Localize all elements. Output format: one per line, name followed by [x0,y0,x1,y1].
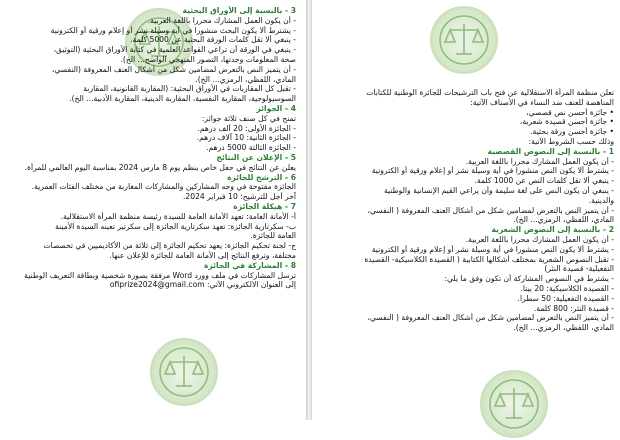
text-line: - يشترط في النصوص المشاركة أن تكون وفق ما يلي: [444,274,614,284]
text-line: الجائزة مفتوحة في وجه المشاركين والمشاركات المغاربة من مختلف الفئات العمرية. [31,182,296,192]
text-line: - تقبل كل المقاربات في الأوراق البحثية: (المقاربة القانونية، المقاربة [83,84,296,94]
text-line: يعلن عن النتائج في حفل خاص ينظم يوم 8 مارس 2024 بمناسبة اليوم العالمي للمرأة. [24,162,296,172]
text-line: - يشترط ألا يكون البحث منشورا في أية وسيلة نشر أو إعلام ورقية أو الكترونية [50,25,296,35]
section-heading: 8 - المشاركة في الجائزة [203,260,296,270]
text-line: ترسل المشاركات في ملف وورد Word مرفقة بصورة شخصية وبطاقة التعريف الوطنية [24,270,296,280]
section-heading: 7 - هيكلة الجائزة [233,201,296,211]
section-heading: 1 - بالنسبة إلى النصوص القصصية [487,146,614,156]
text-line: - أن يتميز النص بالتعرض لمضامين شكل من أشكال العنف المعروفة ( النفسي، [367,205,614,215]
text-line: المادي، اللفظي، الرمزي... الخ). [513,215,614,225]
text-line: - ينبغي أن يكون النص على لغة سليمة وأن يراعي القيم الإنسانية والوطنية [383,185,614,195]
text-line: التفعيلية- قصيدة النثر) [544,264,614,274]
text-line: - قصيدة النثر: 800 كلمة. [533,303,614,313]
text-line: تمنح في كل صنف ثلاثة جوائز: [201,113,296,123]
text-line: تعلن منظمة المرأة الاستقلالية عن فتح باب الترشيحات للجائزة الوطنية للكتابات [366,88,614,97]
text-line: - الجائزة الثانية: 10 آلاف درهم. [196,133,296,143]
text-line: - الجائزة الثالثة 5000 درهم. [206,143,296,153]
text-line: - أن يكون العمل المشارك محررا باللغة العربية. [465,234,614,244]
organization-logo-watermark [480,370,548,438]
section-heading: 4 - الجوائز [256,103,296,113]
text-line: - أن يتميز النص بالتعرض لمضامين شكل من أشكال العنف المعروفة ( النفسي، [367,313,614,323]
text-line: • جائزة أحسن نص قصصي، [526,107,614,117]
text-line: العامة للجائزة. [250,231,296,241]
section-heading: 3 - بالنسبة إلى الأوراق البحثية [182,6,296,15]
text-line: وذلك حسب الشروط الآتية: [528,136,614,146]
text-line: - القصيدة الكلاسيكية: 20 بيتا. [520,283,614,293]
text-line: مختلفة، وترفع النتائج إلى الأمانة العامة للجائزة للإعلان عنها. [109,250,296,260]
text-line: - أن يتميز النص بالتعرض لمضامين شكل من أشكال العنف المعروفة (النفسي، [51,64,296,74]
text-line: والدينية. [588,195,614,205]
section-heading: 6 - الترشح للجائزة [227,172,296,182]
text-line: أ- الأمانة العامة: تعهد الأمانة العامة للسيدة رئيسة منظمة المرأة الاستقلالية. [60,211,296,221]
section-heading: 5 - الإعلان عن النتائج [216,152,296,162]
left-page-text [6,6,296,290]
text-line: - ينبغي ألا تقل كلمات النص عن 1000 كلمة. [474,176,614,186]
text-line: • جائزة أحسن ورقة بحثية. [530,127,614,137]
text-line: - أن يكون العمل المشارك محررا باللغة العربية. [147,15,296,25]
text-line: - الجائزة الأولى: 20 ألف درهم. [197,123,296,133]
text-line: المادي، اللفظي، الرمزي... الخ). [195,74,296,84]
text-line: ب- سكرتارية الجائزة: تعهد سكرتارية الجائزة إلى سكرتير تعينه السيدة الأمينة [55,221,296,231]
text-line: - أن يكون العمل المشارك محررا باللغة العربية. [465,156,614,166]
text-line: السوسيولوجية، المقاربة النفسية، المقاربة الدينية، المقاربة الأدبية... الخ). [69,94,296,104]
organization-logo-watermark [430,6,498,74]
text-line: • جائزة أحسن قصيدة شعرية، [519,117,614,127]
right-page [312,0,620,420]
text-line: - يشترط ألا يكون النص منشورا في أية وسيلة نشر أو إعلام ورقية أو الكترونية [371,244,614,254]
text-line: ج- لجنة تحكيم الجائزة: يعهد تحكيم الجائزة إلى ثلاثة من الأكاديميين في تخصصات [43,241,296,251]
text-line: آخر أجل للترشيح: 10 فبراير 2024. [183,192,296,202]
text-line: - يشترط ألا يكون النص منشورا في أية وسيلة نشر أو إعلام ورقية أو الكترونية [371,166,614,176]
text-line: المناهضة للعنف ضد النساء في الأصناف الآتية: [470,97,614,107]
left-page [0,0,306,420]
text-line: المادي، اللفظي، الرمزي... الخ). [513,323,614,333]
right-page-text [316,88,614,333]
text-line: إلى العنوان الالكتروني الآتي: ofiprize2024@gmail.com [109,280,296,290]
section-heading: 2 - بالنسبة إلى النصوص الشعرية [491,225,614,235]
text-line: - تقبل النصوص الشعرية بمختلف أشكالها الكتابية ( القصيدة الكلاسيكية- القصيدة [364,254,614,264]
text-line: - القصيدة التفعيلية: 50 سطرا. [517,293,614,303]
text-line: صحة المعلومات وجدتها، التصور المنهجي الواضح... الخ). [120,54,296,64]
text-line: - ينبغي في الورقة أن تراعي القواعد العلمية في كتابة الأوراق البحثية (التوثيق، [53,45,296,55]
organization-logo-watermark [150,338,218,406]
text-line: - ينبغي ألا تقل كلمات الورقة البحثية عن 5000 كلمة. [130,35,296,45]
